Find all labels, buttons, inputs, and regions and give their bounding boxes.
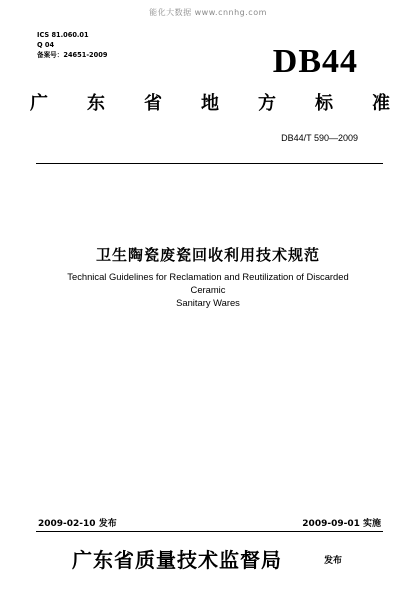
watermark-text: 能化大数据 www.cnnhg.com [149, 8, 267, 17]
classification-code: Q 04 [37, 41, 55, 49]
record-number: 备案号：24651-2009 [37, 51, 108, 59]
document-title-chinese: 卫生陶瓷废瓷回收利用技术规范 [95, 246, 320, 264]
standard-type-char: 地 [201, 93, 219, 114]
standard-type-heading [30, 92, 390, 116]
bottom-divider [36, 531, 383, 532]
publish-date: 2009-02-10 发布 [38, 519, 117, 529]
english-title-line-2: Sanitary Wares [176, 297, 240, 308]
standard-mark: DB44 [272, 43, 358, 80]
standard-type-char: 东 [87, 93, 105, 114]
top-divider [36, 163, 383, 164]
ics-number: ICS 81.060.01 [37, 31, 89, 39]
issue-label: 发布 [324, 556, 343, 566]
issuing-authority: 广东省质量技术监督局 [72, 548, 282, 572]
standard-type-char: 省 [144, 93, 162, 114]
standard-type-char: 准 [372, 93, 390, 114]
english-title-line-1: Technical Guidelines for Reclamation and Reutilization of Discarded Ceramic [67, 271, 349, 295]
standard-type-char: 方 [258, 93, 276, 114]
standard-type-char: 标 [315, 93, 333, 114]
standard-type-char: 广 [30, 93, 48, 114]
implement-date: 2009-09-01 实施 [302, 519, 381, 529]
document-title-english [50, 270, 366, 309]
standard-code: DB44/T 590—2009 [281, 133, 358, 143]
